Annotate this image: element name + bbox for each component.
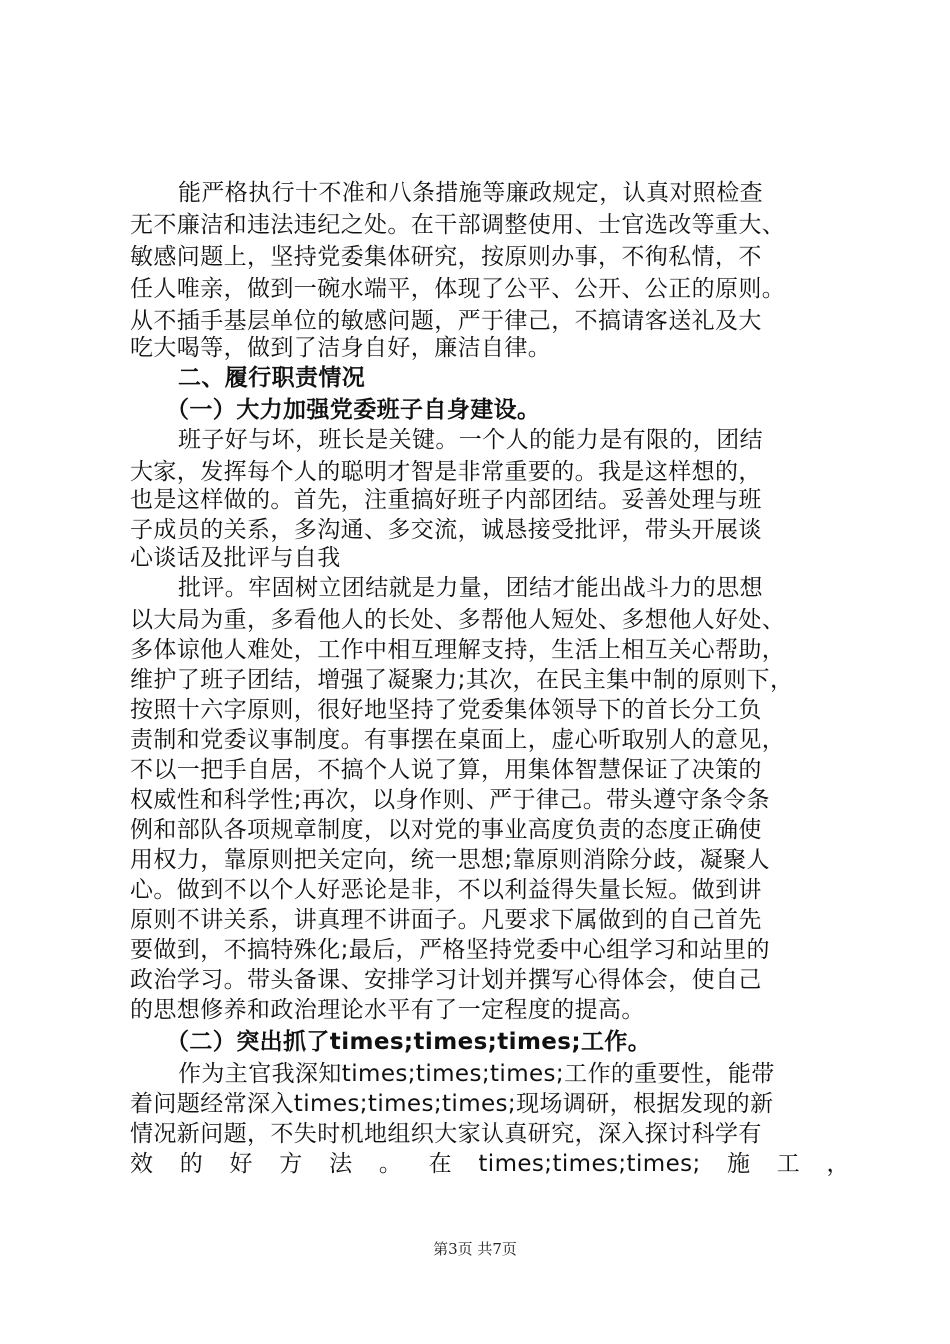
paragraph-line: 多体谅他人难处，工作中相互理解支持，生活上相互关心帮助， [130,637,786,663]
paragraph-line: 作为主官我深知times;times;times;工作的重要性，能带 [178,1061,775,1087]
paragraph-line: 大家，发挥每个人的聪明才智是非常重要的。我是这样想的， [130,459,762,485]
paragraph-line: 政治学习。带头备课、安排学习计划并撰写心得体会，使自己 [130,967,762,993]
paragraph-line: 情况新问题，不失时机地组织大家认真研究，深入探讨科学有 [130,1121,762,1147]
paragraph-line: 例和部队各项规章制度，以对党的事业高度负责的态度正确使 [130,817,762,843]
paragraph-line: 心谈话及批评与自我 [130,545,341,571]
paragraph-line: 的思想修养和政治理论水平有了一定程度的提高。 [130,997,645,1023]
justified-last-line [130,1149,850,1179]
subsection-heading: （一）大力加强党委班子自身建设。 [166,397,541,423]
word: 在 [428,1151,452,1177]
paragraph-line: 批评。牢固树立团结就是力量，团结才能出战斗力的思想 [178,575,763,601]
word: 的 [179,1151,204,1177]
paragraph-line: 任人唯亲，做到一碗水端平，体现了公平、公开、公正的原则。 [130,276,786,302]
paragraph-line: 班子好与坏，班长是关键。一个人的能力是有限的，团结 [178,427,763,453]
paragraph-line: 不以一把手自居，不搞个人说了算，用集体智慧保证了决策的 [130,757,762,783]
section-heading: 二、履行职责情况 [178,365,366,391]
word: times;times;times; [478,1151,701,1177]
paragraph-line: 用权力，靠原则把关定向，统一思想;靠原则消除分歧，凝聚人 [130,847,770,873]
paragraph-line: 能严格执行十不准和八条措施等廉政规定，认真对照检查 [178,180,763,206]
word: ， [826,1151,850,1177]
word: 。 [378,1151,403,1177]
paragraph-line: 原则不讲关系，讲真理不讲面子。凡要求下属做到的自己首先 [130,907,762,933]
paragraph-line: 也是这样做的。首先，注重搞好班子内部团结。妥善处理与班 [130,487,762,513]
paragraph-line: 敏感问题上，坚持党委集体研究，按原则办事，不徇私情，不 [130,244,762,270]
word: 效 [130,1151,154,1177]
word: 工 [776,1151,801,1177]
paragraph-line: 以大局为重，多看他人的长处、多帮他人短处、多想他人好处、 [130,607,786,633]
paragraph-line: 责制和党委议事制度。有事摆在桌面上，虚心听取别人的意见， [130,727,786,753]
word: 施 [727,1151,751,1177]
paragraph-line: 吃大喝等，做到了洁身自好，廉洁自律。 [130,335,552,361]
paragraph-line: 要做到，不搞特殊化;最后，严格坚持党委中心组学习和站里的 [130,937,770,963]
paragraph-line: 无不廉洁和违法违纪之处。在干部调整使用、士官选改等重大、 [130,212,786,238]
paragraph-line: 维护了班子团结，增强了凝聚力;其次，在民主集中制的原则下， [130,667,794,693]
word: 好 [229,1151,253,1177]
paragraph-line: 按照十六字原则，很好地坚持了党委集体领导下的首长分工负 [130,697,762,723]
word: 法 [329,1151,353,1177]
paragraph-line: 从不插手基层单位的敏感问题，严于律己，不搞请客送礼及大 [130,308,762,334]
paragraph-line: 心。做到不以个人好恶论是非，不以利益得失量长短。做到讲 [130,877,762,903]
paragraph-line: 子成员的关系，多沟通、多交流，诚恳接受批评，带头开展谈 [130,517,762,543]
subsection-heading: （二）突出抓了times;times;times;工作。 [166,1029,652,1055]
page-footer: 第3页 共7页 [433,1240,517,1258]
paragraph-line: 着问题经常深入times;times;times;现场调研，根据发现的新 [130,1091,774,1117]
word: 方 [279,1151,303,1177]
paragraph-line: 权威性和科学性;再次，以身作则、严于律己。带头遵守条令条 [130,787,770,813]
